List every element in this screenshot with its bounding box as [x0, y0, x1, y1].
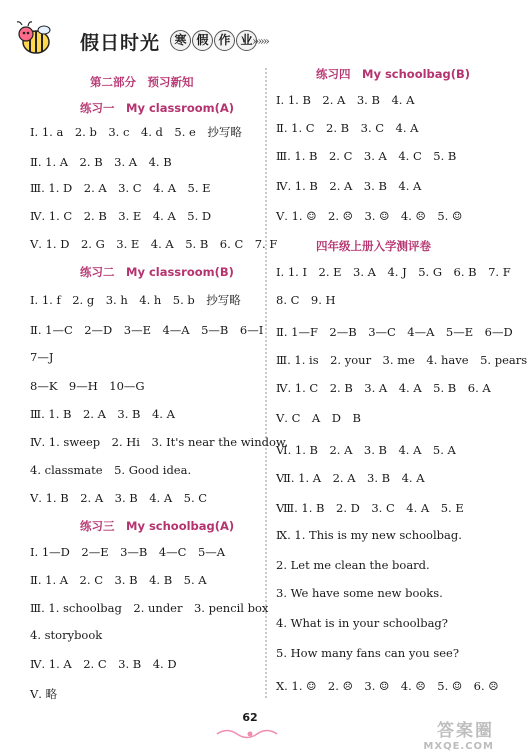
- answer-line: Ⅴ. 1. B 2. A 3. B 4. A 5. C: [30, 491, 208, 505]
- answer-line: 7—J: [30, 350, 54, 364]
- chevrons-decoration: »»»: [252, 34, 269, 48]
- answer-line: Ⅹ. 1. ☺ 2. ☹ 3. ☺ 4. ☹ 5. ☺ 6. ☹: [276, 679, 499, 693]
- answer-line: Ⅰ. 1. a 2. b 3. c 4. d 5. e 抄写略: [30, 125, 242, 139]
- answer-line: 5. How many fans can you see?: [276, 646, 459, 660]
- answer-line: Ⅴ. C A D B: [276, 411, 361, 425]
- answer-line: Ⅳ. 1. sweep 2. Hi 3. It's near the window.: [30, 435, 289, 449]
- answer-line: Ⅷ. 1. B 2. D 3. C 4. A 5. E: [276, 501, 464, 515]
- section-heading: 练习三 My schoolbag(A): [80, 519, 235, 533]
- watermark-text: 答案圈: [437, 721, 494, 741]
- answer-line: Ⅰ. 1. I 2. E 3. A 4. J 5. G 6. B 7. F: [276, 265, 511, 279]
- answer-line: Ⅴ. 1. D 2. G 3. E 4. A 5. B 6. C 7. F: [30, 237, 278, 251]
- answer-line: 8—K 9—H 10—G: [30, 379, 145, 393]
- answer-line: Ⅳ. 1. C 2. B 3. E 4. A 5. D: [30, 209, 212, 223]
- section-heading: 练习四 My schoolbag(B): [316, 67, 471, 81]
- section-heading: 练习二 My classroom(B): [80, 265, 234, 279]
- answer-line: Ⅲ. 1. is 2. your 3. me 4. have 5. pears: [276, 353, 527, 367]
- page-number-decoration-icon: [215, 727, 285, 741]
- section-heading: 第二部分 预习新知: [90, 75, 194, 89]
- answer-line: 4. What is in your schoolbag?: [276, 616, 448, 630]
- watermark-url: MXQE.COM: [423, 741, 494, 752]
- page-number: 62: [242, 711, 258, 724]
- answer-line: Ⅸ. 1. This is my new schoolbag.: [276, 528, 462, 542]
- answer-line: Ⅵ. 1. B 2. A 3. B 4. A 5. A: [276, 443, 456, 457]
- bee-mascot-icon: [14, 20, 54, 60]
- answer-line: Ⅲ. 1. B 2. A 3. B 4. A: [30, 407, 175, 421]
- answer-line: 8. C 9. H: [276, 293, 336, 307]
- answer-line: Ⅰ. 1. B 2. A 3. B 4. A: [276, 93, 415, 107]
- answer-line: Ⅴ. 1. ☺ 2. ☹ 3. ☺ 4. ☹ 5. ☺: [276, 209, 463, 223]
- book-subtitle: [170, 30, 257, 51]
- answer-line: 4. classmate 5. Good idea.: [30, 463, 192, 477]
- subtitle-char: 假: [192, 30, 213, 51]
- answer-line: 3. We have some new books.: [276, 586, 443, 600]
- answer-line: Ⅳ. 1. C 2. B 3. A 4. A 5. B 6. A: [276, 381, 491, 395]
- answer-line: Ⅱ. 1. A 2. C 3. B 4. B 5. A: [30, 573, 207, 587]
- answer-line: 4. storybook: [30, 628, 103, 642]
- subtitle-char: 寒: [170, 30, 191, 51]
- answer-line: Ⅲ. 1. D 2. A 3. C 4. A 5. E: [30, 181, 211, 195]
- answer-line: Ⅰ. 1. f 2. g 3. h 4. h 5. b 抄写略: [30, 293, 241, 307]
- answer-line: Ⅳ. 1. B 2. A 3. B 4. A: [276, 179, 422, 193]
- section-heading: 练习一 My classroom(A): [80, 101, 235, 115]
- answer-line: Ⅴ. 略: [30, 687, 58, 701]
- answer-line: Ⅰ. 1—D 2—E 3—B 4—C 5—A: [30, 545, 226, 559]
- book-title: 假日时光: [80, 32, 161, 54]
- subtitle-char: 业: [236, 30, 257, 51]
- answer-line: Ⅶ. 1. A 2. A 3. B 4. A: [276, 471, 425, 485]
- watermark: [423, 716, 494, 752]
- subtitle-char: 作: [214, 30, 235, 51]
- answer-line: Ⅱ. 1—F 2—B 3—C 4—A 5—E 6—D: [276, 325, 513, 339]
- page-header: [0, 0, 500, 62]
- answer-line: Ⅳ. 1. A 2. C 3. B 4. D: [30, 657, 177, 671]
- answer-line: Ⅱ. 1. A 2. B 3. A 4. B: [30, 155, 172, 169]
- answer-line: 2. Let me clean the board.: [276, 558, 430, 572]
- answer-line: Ⅱ. 1. C 2. B 3. C 4. A: [276, 121, 419, 135]
- answer-line: Ⅲ. 1. schoolbag 2. under 3. pencil box: [30, 601, 269, 615]
- answer-line: Ⅱ. 1—C 2—D 3—E 4—A 5—B 6—I: [30, 323, 264, 337]
- answer-line: Ⅲ. 1. B 2. C 3. A 4. C 5. B: [276, 149, 457, 163]
- section-heading: 四年级上册入学测评卷: [316, 239, 431, 253]
